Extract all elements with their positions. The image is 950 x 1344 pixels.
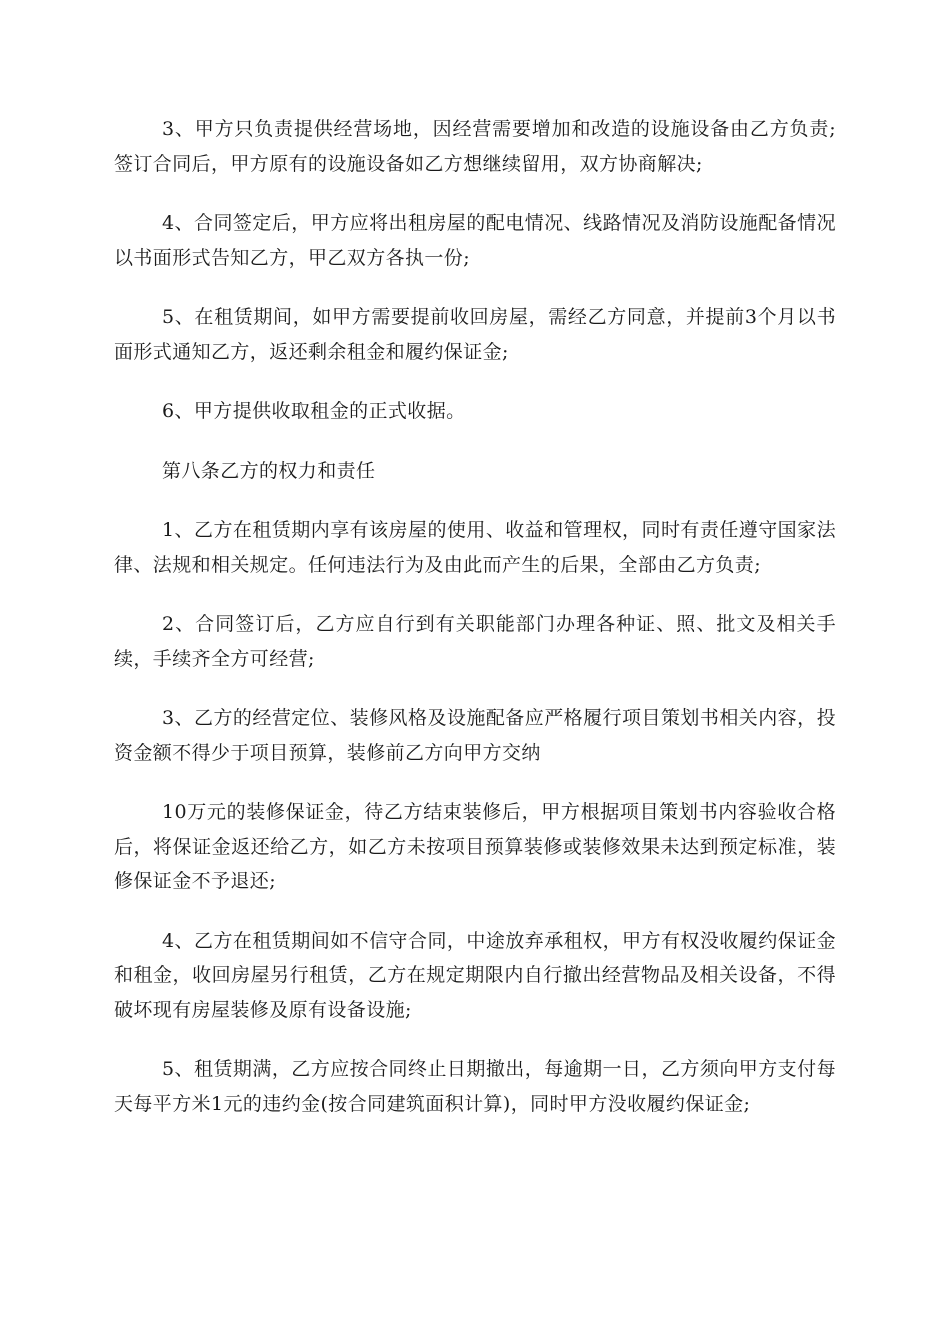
clause-7-item-4: 4、合同签定后，甲方应将出租房屋的配电情况、线路情况及消防设施配备情况以书面形式告知乙方，甲乙双方各执一份;: [114, 212, 836, 269]
document-body: [114, 112, 836, 1146]
clause-8-item-2: 2、合同签订后，乙方应自行到有关职能部门办理各种证、照、批文及相关手续，手续齐全方可经营;: [114, 613, 836, 670]
clause-7-item-3: 3、甲方只负责提供经营场地，因经营需要增加和改造的设施设备由乙方负责;签订合同后，甲方原有的设施设备如乙方想继续留用，双方协商解决;: [114, 118, 836, 175]
clause-7-item-5: 5、在租赁期间，如甲方需要提前收回房屋，需经乙方同意，并提前3个月以书面形式通知乙方，返还剩余租金和履约保证金;: [114, 306, 836, 363]
clause-8-item-4: 4、乙方在租赁期间如不信守合同，中途放弃承租权，甲方有权没收履约保证金和租金，收回房屋另行租赁，乙方在规定期限内自行撤出经营物品及相关设备，不得破坏现有房屋装修及原有设备设施;: [114, 929, 836, 1021]
clause-8-item-3: 3、乙方的经营定位、装修风格及设施配备应严格履行项目策划书相关内容，投资金额不得少于项目预算，装修前乙方向甲方交纳: [114, 707, 836, 764]
clause-8-item-1: 1、乙方在租赁期内享有该房屋的使用、收益和管理权，同时有责任遵守国家法律、法规和相关规定。任何违法行为及由此而产生的后果，全部由乙方负责;: [114, 519, 836, 576]
clause-8-heading: 第八条乙方的权力和责任: [162, 459, 376, 482]
clause-7-item-6: 6、甲方提供收取租金的正式收据。: [162, 400, 466, 422]
clause-8-item-5: 5、租赁期满，乙方应按合同终止日期撤出，每逾期一日，乙方须向甲方支付每天每平方米1元的违约金(按合同建筑面积计算)，同时甲方没收履约保证金;: [114, 1058, 836, 1115]
clause-8-item-3-continued: 10万元的装修保证金，待乙方结束装修后，甲方根据项目策划书内容验收合格后，将保证金返还给乙方，如乙方未按项目预算装修或装修效果未达到预定标准，装修保证金不予退还;: [114, 801, 836, 892]
